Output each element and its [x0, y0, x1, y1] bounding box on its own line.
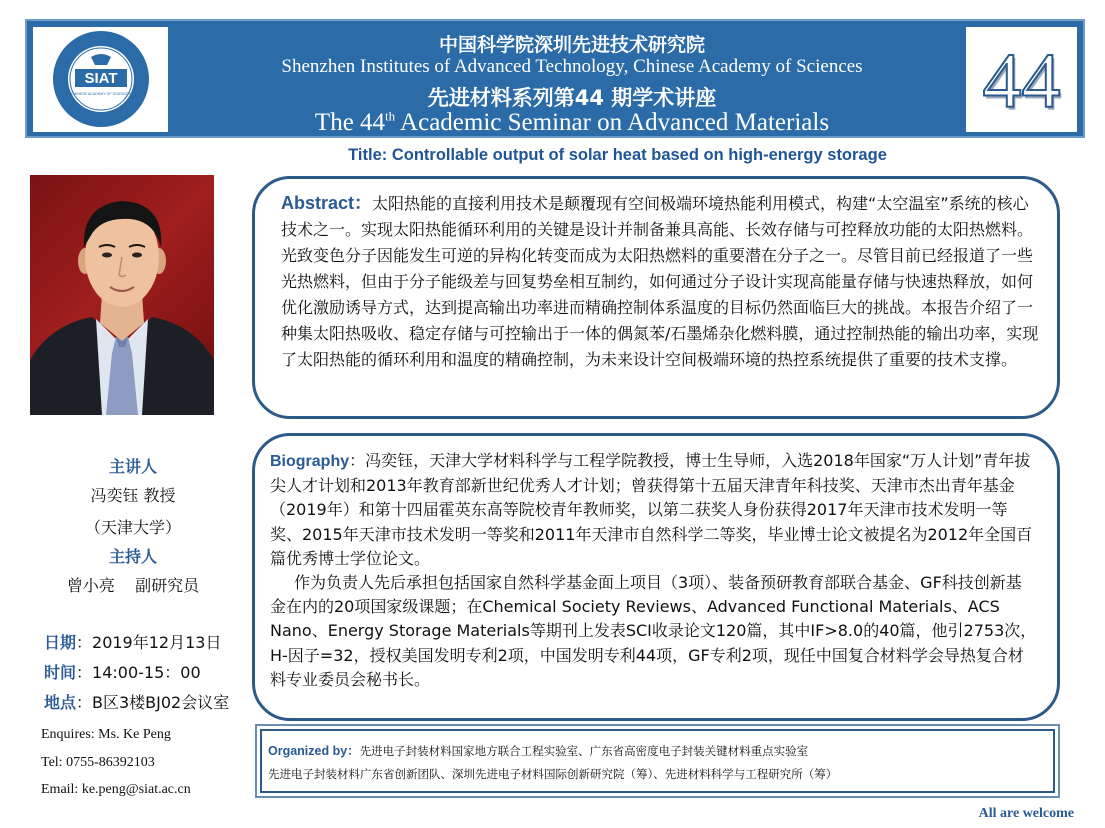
logo-text: SIAT: [84, 70, 118, 87]
host-label: 主持人: [108, 547, 157, 566]
place-label: 地点: [44, 693, 77, 712]
abstract-box: [252, 176, 1060, 419]
time-row: [44, 660, 201, 683]
date-value: ：2019年12月13日: [76, 633, 222, 652]
header-titles: [177, 21, 967, 136]
speaker-label: 主讲人: [108, 457, 157, 476]
tel-text: Tel: 0755-86392103: [41, 755, 155, 770]
organized-by-box: [255, 724, 1060, 798]
host-name: 曾小亮 副研究员: [66, 576, 200, 595]
institute-name-en: Shenzhen Institutes of Advanced Technology, Chinese Academy of Sciences: [281, 56, 863, 77]
welcome-text: All are welcome: [978, 806, 1074, 821]
organized-line-1: [268, 740, 1047, 763]
abstract-label: Abstract：: [281, 193, 373, 213]
organized-line-2: 先进电子封装材料广东省创新团队、深圳先进电子材料国际创新研究院（筹）、先进材料科学与工程研究所（筹）: [268, 767, 838, 781]
talk-title: Title: Controllable output of solar heat based on high-energy storage: [348, 146, 887, 164]
place-value: ：B区3楼BJ02会议室: [76, 693, 230, 712]
header-banner: [25, 19, 1085, 138]
organized-label: Organized by：: [268, 744, 360, 758]
biography-paragraph-1: [270, 449, 1037, 571]
speaker-name: 冯奕钰 教授: [90, 486, 176, 505]
series-en-prefix: The 44: [314, 109, 386, 136]
institute-name-cn: 中国科学院深圳先进技术研究院: [438, 34, 705, 56]
siat-logo: [51, 29, 151, 129]
enquires-text: Enquires: Ms. Ke Peng: [41, 727, 171, 742]
speaker-photo: [30, 175, 214, 415]
organized-by-inner: [260, 729, 1055, 793]
time-label: 时间: [44, 663, 77, 682]
time-value: ：14:00-15：00: [76, 663, 201, 682]
seminar-series-cn: 先进材料系列第44 期学术讲座: [427, 86, 717, 110]
biography-box: [252, 433, 1060, 721]
email-link[interactable]: Email: ke.peng@siat.ac.cn: [41, 782, 191, 797]
speaker-block: [30, 454, 236, 602]
biography-text-1: ：冯奕钰，天津大学材料科学与工程学院教授，博士生导师，入选2018年国家“万人计划”青年拔尖人才计划和2013年教育部新世纪优秀人才计划；曾获得第十五届天津青年科技奖、天津市杰出青年基金（2019年）和第十四届霍英东高等院校青年教师奖，以第二获奖人身份获得2017年天津市技术发明一等奖、2015年天津市技术发明一等奖和2011年天津市自然科学二等奖，毕业博士论文被提名为2012年全国百篇优秀博士学位论文。: [270, 451, 1033, 568]
date-label: 日期: [44, 633, 77, 652]
series-en-ordinal: th: [385, 108, 396, 124]
abstract-text: 太阳热能的直接利用技术是颠覆现有空间极端环境热能利用模式，构建“太空温室”系统的核心技术之一。实现太阳热能循环利用的关键是设计并制备兼具高能、长效存储与可控释放功能的太阳热燃料。光致变色分子因能发生可逆的异构化转变而成为太阳热燃料的重要潜在分子之一。尽管目前已经报道了一些光热燃料，但由于分子能级差与回复势垒相互制约，如何通过分子设计实现高能量存储与快速热释放，如何优化激励诱导方式，达到提高输出功率进而精确控制体系温度的目标仍然面临巨大的挑战。本报告介绍了一种集太阳热吸收、稳定存储与可控输出于一体的偶氮苯/石墨烯杂化燃料膜，通过控制热能的输出功率，实现了太阳热能的循环利用和温度的精确控制，为未来设计空间极端环境的热控系统提供了重要的技术支撑。: [281, 194, 1039, 369]
logo-subtext: CHINESE ACADEMY OF SCIENCES: [71, 92, 131, 96]
logo-box: [33, 27, 168, 132]
seminar-number-box: [966, 27, 1077, 132]
biography-paragraph-2: 作为负责人先后承担包括国家自然科学基金面上项目（3项）、装备预研教育部联合基金、GF科技创新基金在内的20项国家级课题；在Chemical Society Reviews、Advanced Functional Materials、ACS Nano、Energy Storage Materials等期刊上发表SCI收录论文120篇，其中IF>8.0的40篇，他引2753次，H-因子=32，授权美国发明专利2项，中国发明专利44项，GF专利2项，现任中国复合材料学会导热复合材料专业委员会秘书长。: [270, 573, 1037, 689]
seminar-number: 44: [982, 37, 1061, 124]
speaker-affiliation: （天津大学）: [84, 518, 181, 537]
place-row: [44, 690, 229, 713]
organizer-list-1: 先进电子封装材料国家地方联合工程实验室、广东省高密度电子封装关键材料重点实验室: [359, 744, 809, 758]
speaker-portrait-icon: [30, 175, 214, 415]
series-en-suffix: Academic Seminar on Advanced Materials: [395, 109, 830, 136]
biography-label: Biography: [270, 453, 350, 470]
seminar-series-en: [177, 109, 967, 137]
date-row: [44, 630, 221, 653]
